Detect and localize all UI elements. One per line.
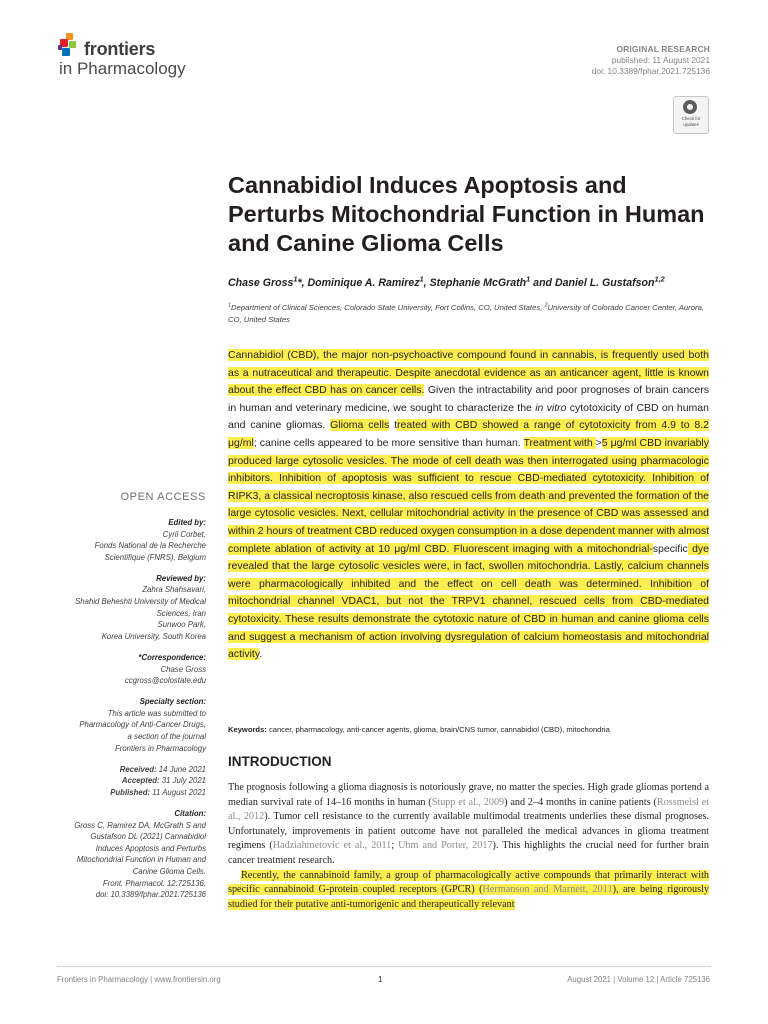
sidebar-label: Reviewed by:: [156, 573, 206, 583]
sidebar-label: *Correspondence:: [138, 652, 206, 662]
abstract-italic-text: in vitro: [535, 401, 567, 414]
sidebar-block: [30, 517, 206, 563]
journal-name: in Pharmacology: [59, 59, 186, 78]
body-paragraph: [228, 781, 709, 869]
sidebar-line: Korea University, South Korea: [101, 631, 206, 641]
abstract-text: .: [259, 648, 263, 661]
affiliations: [228, 302, 718, 325]
publication-dates: [30, 764, 206, 799]
abstract-text: ; canine cells appeared to be more sensitive than human.: [253, 436, 524, 449]
citation-line: Mitochondrial Function in Human and: [76, 855, 206, 865]
sidebar-line: Sunwoo Park,: [157, 620, 206, 630]
published-date: published: 11 August 2021: [611, 55, 710, 65]
check-updates-icon: [683, 100, 697, 114]
sidebar-line: Zahra Shahsavari,: [142, 585, 206, 595]
footer-journal-link[interactable]: Frontiers in Pharmacology | www.frontiersin.org: [57, 975, 221, 984]
citation-link[interactable]: Hadziahmetovic et al., 2011: [272, 840, 392, 852]
date-row: [30, 764, 206, 776]
sidebar-line: Fonds National de la Recherche: [94, 541, 206, 551]
sidebar-line: Chase Gross: [160, 664, 206, 674]
author-name: Chase Gross: [228, 277, 294, 289]
abstract-text: specific: [652, 542, 688, 555]
author-affil-sup: 1: [419, 274, 424, 284]
body-text-run: ) and 2–4 months in canine patients (: [504, 796, 657, 808]
affiliation-sup: 1: [228, 302, 231, 309]
date-row: [30, 775, 206, 787]
date-label: Accepted:: [121, 776, 160, 786]
citation-block: [30, 808, 206, 901]
citation-line: Gustafson DL (2021) Cannabidiol: [90, 832, 206, 842]
page-number: 1: [378, 975, 383, 984]
author-affil-sup: 1: [526, 274, 531, 284]
sidebar-label: Specialty section:: [139, 697, 206, 707]
author-name: Daniel L. Gustafson: [554, 277, 655, 289]
date-value: 14 June 2021: [156, 764, 206, 774]
sidebar-line: Cyril Corbet,: [162, 529, 206, 539]
article-title: Cannabidiol Induces Apoptosis and Perturbs Mitochondrial Function in Human and Canine Glioma Cells: [228, 172, 705, 256]
author-separator: and: [530, 277, 555, 289]
affiliation-sup: 2: [544, 302, 548, 309]
sidebar-label: Citation:: [174, 808, 206, 818]
date-label: Received:: [119, 764, 157, 774]
body-paragraph: [228, 869, 709, 913]
citation-link[interactable]: Uhm and Porter, 2017: [398, 840, 493, 852]
highlighted-text: dye revealed that the large cytosolic vesicles were, in fact, swollen mitochondria. Lastly, calcium channels were pharmacologically inhibited and the effect on cell death was determined. Inhibition of mitochondrial channel VDAC1, but not the TRPV1 channel, rescued cells from CBD-mediated cytotoxicity. These results demonstrate the cytotoxic nature of CBD in human and canine glioma cells and suggest a mechanism of action involving dysregulation of calcium homeostasis and mitochondrial activity: [228, 542, 709, 661]
author-separator: ,: [423, 277, 430, 289]
citation-line: Canine Glioma Cells.: [132, 866, 206, 876]
article-sidebar: [30, 517, 206, 910]
keywords-label: Keywords:: [228, 725, 267, 734]
author-name: Stephanie McGrath: [429, 277, 527, 289]
footer-issue-info: August 2021 | Volume 12 | Article 725136: [567, 975, 710, 984]
sidebar-line: This article was submitted to: [107, 708, 206, 718]
sidebar-line: a section of the journal: [127, 732, 206, 741]
frontiers-logo-icon: [58, 33, 80, 59]
sidebar-line: Shahid Beheshti University of Medical: [75, 597, 206, 607]
author-list: [228, 276, 718, 290]
body-text-run: The prognosis following a glioma diagnosis is notoriously grave, no matter the species. High grade gliomas portend a median survival rate of 14–16 months in human (: [228, 782, 709, 808]
citation-line: Gross C, Ramirez DA, McGrath S and: [74, 820, 206, 830]
date-label: Published:: [110, 787, 151, 797]
highlighted-text: ), are being rigorously studied for their putative anti-tumorigenic and therapeutically relevant: [228, 884, 709, 910]
highlighted-text: Recently, the cannabinoid family, a group of pharmacologically active compounds that primarily interact with specific cannabinoid G-protein coupled receptors (GPCR) (: [228, 869, 709, 896]
highlighted-text: reated with CBD showed a range of cytotoxicity from 4.9 to 8.2 μg/ml: [228, 419, 709, 449]
highlighted-text: Treatment with: [523, 436, 596, 449]
citation-line: doi: 10.3389/fphar.2021.725136: [95, 890, 206, 900]
highlighted-text: Cannabidiol (CBD), the major non-psychoactive compound found in cannabis, is frequently used both as a nutraceutical and therapeutic. Despite anecdotal evidence as an anticancer agent, little is known about the effect CBD has on cancer cells.: [228, 349, 709, 397]
journal-brand: frontiers: [84, 39, 156, 59]
body-text-run: ;: [391, 840, 399, 852]
body-text-run: ). Tumor cell resistance to the currently available multimodal treatments underlies these dismal prognoses. Unfortunately, improvements in patient outcome have not paralleled the medical advances in glioma treatment regimens (: [228, 811, 709, 852]
citation-link[interactable]: Rossmeisl et al., 2012: [228, 796, 709, 823]
abstract-text: >: [595, 436, 602, 449]
date-value: 11 August 2021: [150, 787, 206, 797]
correspondence-email[interactable]: ccgross@colostate.edu: [124, 676, 206, 686]
highlighted-text: Glioma cells: [330, 419, 390, 432]
sidebar-block: [30, 696, 206, 754]
highlighted-text: 5 μg/ml CBD invariably produced large cytosolic vesicles. The mode of cell death was then interrogated using pharmacologic inhibitors. Inhibition of apoptosis was sufficient to rescue CBD-mediated cytotoxicity. Inhibition of RIPK3, a classical necroptosis kinase, also rescued cells from death and prevented the formation of the large cytosolic vesicles. Next, cellular mitochondrial activity in the presence of CBD was assessed and within 2 hours of treatment CBD reduced oxygen consumption in a dose dependent manner with almost complete ablation of activity at 10 μg/ml CBD. Fluorescent imaging with a mitochondrial-: [228, 436, 710, 555]
article-doi[interactable]: doi: 10.3389/fphar.2021.725136: [591, 66, 710, 76]
highlighted-text: [483, 884, 613, 895]
article-type: ORIGINAL RESEARCH: [616, 44, 710, 54]
author-separator: *,: [297, 277, 308, 289]
keywords-text: cancer, pharmacology, anti-cancer agents, glioma, brain/CNS tumor, cannabidiol (CBD), mitochondria: [266, 725, 610, 734]
check-for-updates-badge[interactable]: [673, 96, 709, 134]
article-meta: [592, 44, 710, 77]
date-row: [30, 787, 206, 799]
sidebar-line: Sciences, Iran: [156, 608, 206, 618]
introduction-heading: INTRODUCTION: [228, 754, 332, 769]
abstract-text: t: [389, 419, 398, 432]
citation-line: Induces Apoptosis and Perturbs: [95, 843, 206, 853]
abstract-text: Given the intractability and poor prognoses of brain cancers in human and veterinary medicine, we sought to characterize the: [228, 384, 709, 414]
open-access-label: OPEN ACCESS: [120, 491, 206, 503]
keywords: [228, 724, 718, 735]
affiliation-text: Department of Clinical Sciences, Colorado State University, Fort Collins, CO, United States,: [231, 303, 545, 312]
abstract-text: cytotoxicity of CBD on human and canine gliomas.: [228, 401, 709, 432]
citation-line: Front. Pharmacol. 12:725136.: [102, 878, 206, 888]
citation-link[interactable]: Hermanson and Marnett, 2011: [482, 884, 613, 896]
body-text-run: ). This highlights the crucial need for further brain cancer treatment research.: [228, 840, 709, 866]
footer-divider: [57, 966, 711, 967]
date-value: 31 July 2021: [159, 776, 206, 786]
author-affil-sup: 1: [293, 274, 298, 284]
author-affil-sup: 1,2: [654, 274, 665, 284]
check-updates-label: Check for updates: [681, 116, 701, 127]
sidebar-line: Frontiers in Pharmacology: [114, 743, 206, 753]
sidebar-block: [30, 652, 206, 687]
sidebar-line: Scientifique (FNRS), Belgium: [104, 552, 206, 562]
sidebar-line: Pharmacology of Anti-Cancer Drugs,: [79, 720, 206, 730]
affiliation-text: University of Colorado Cancer Center, Aurora, CO, United States: [228, 303, 704, 324]
author-name: Dominique A. Ramirez: [307, 277, 420, 289]
abstract: [228, 347, 709, 664]
sidebar-block: [30, 573, 206, 643]
introduction-body: [228, 781, 709, 912]
citation-link[interactable]: Stupp et al., 2009: [431, 796, 505, 808]
sidebar-label: Edited by:: [168, 518, 206, 527]
